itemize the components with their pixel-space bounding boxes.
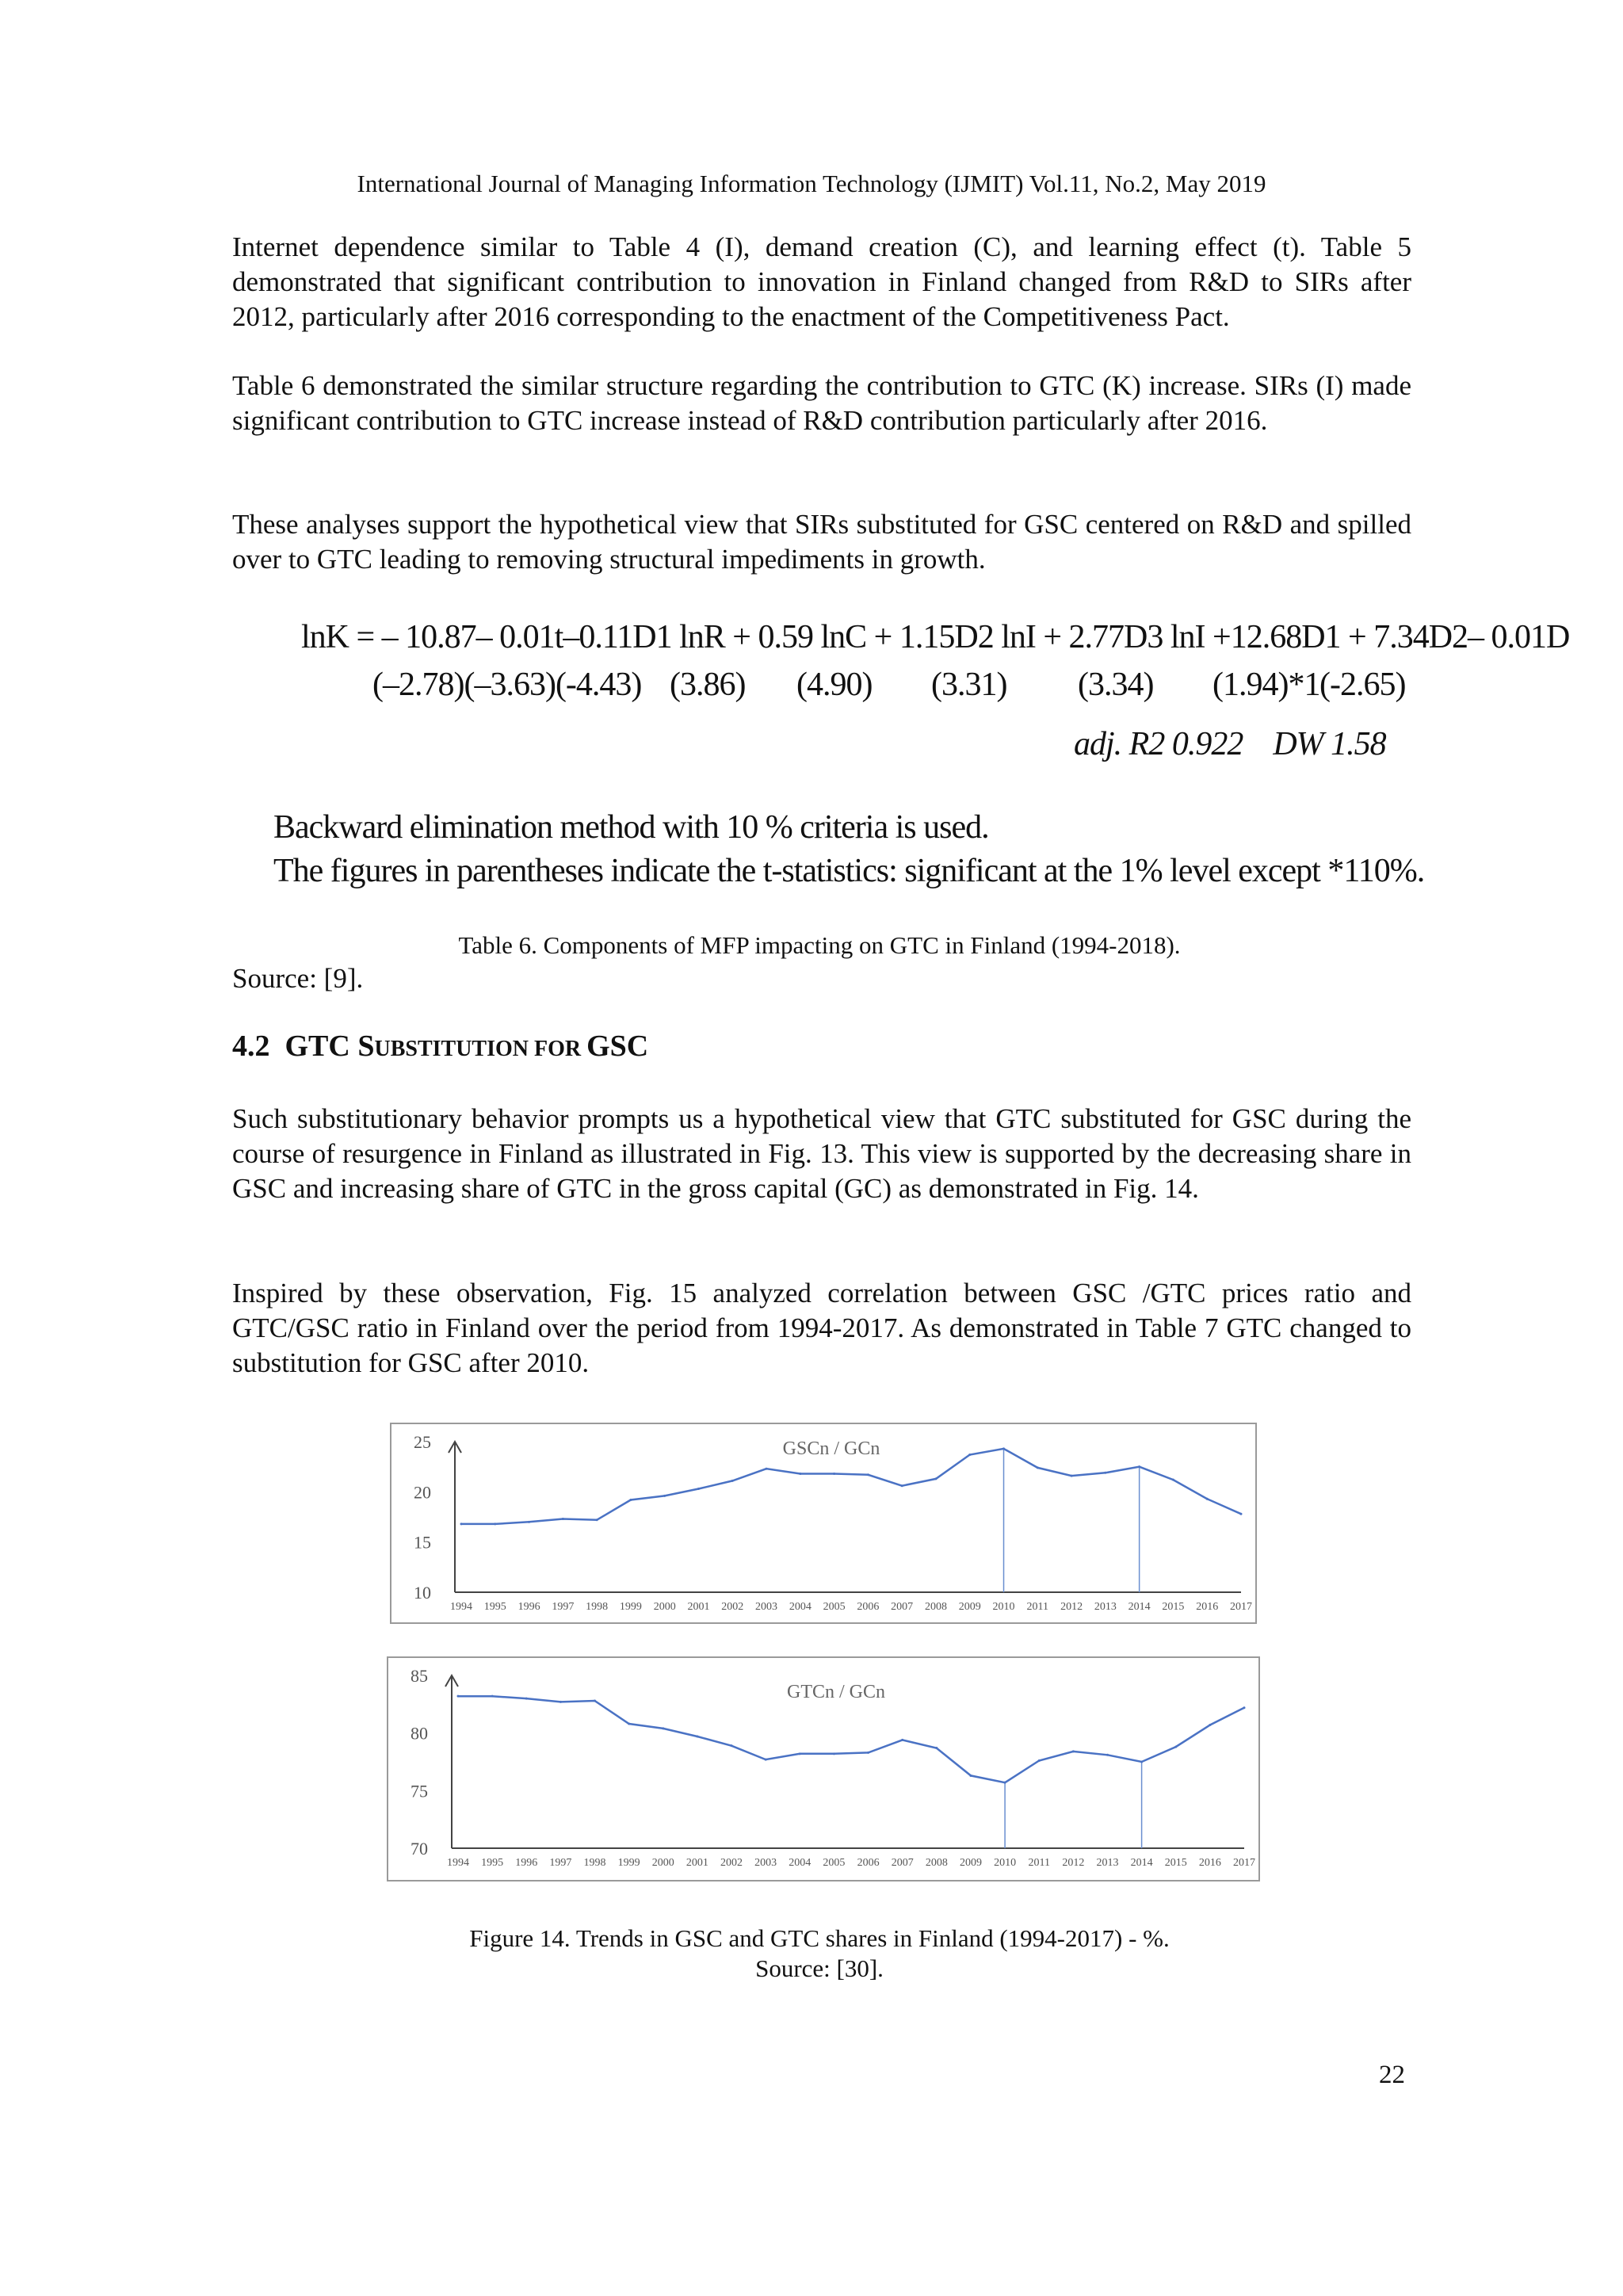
y-tick-label: 80 <box>411 1723 428 1744</box>
data-point <box>525 1698 528 1700</box>
x-tick-label: 2015 <box>1164 1857 1187 1869</box>
paragraph-4: Such substitutionary behavior prompts us a hypothetical view that GTC substituted for GSC during the course of resurgence in Finland as illustrated in Fig. 13. This view is supported by the decreasing share in GSC and increasing share of GTC in the gross capital (GC) as demonstrated in Fig. 14. <box>232 1103 1411 1204</box>
x-tick-label: 2013 <box>1096 1857 1119 1869</box>
x-tick-label: 2004 <box>789 1601 812 1613</box>
data-point <box>934 1477 937 1480</box>
equation-line: lnK = – 10.87– 0.01t–0.11D1 lnR + 0.59 lnC + 1.15D2 lnI + 2.77D3 lnI +12.68D1 + 7.34D2– 0.01D <box>301 619 1570 655</box>
x-tick-label: 2007 <box>891 1857 914 1869</box>
y-tick-label: 10 <box>414 1583 431 1603</box>
data-point <box>559 1701 562 1703</box>
journal-header: International Journal of Managing Information Technology (IJMIT) Vol.11, No.2, May 2019 <box>357 170 1266 197</box>
data-point <box>901 1739 903 1741</box>
data-point <box>494 1522 496 1525</box>
data-point <box>528 1521 530 1523</box>
data-point <box>766 1468 768 1470</box>
data-point <box>1002 1447 1005 1450</box>
section-heading <box>232 1029 648 1064</box>
data-point <box>1037 1466 1039 1469</box>
data-point <box>867 1752 869 1754</box>
x-tick-label: 2009 <box>959 1857 982 1869</box>
x-tick-label: 2011 <box>1028 1857 1050 1869</box>
data-point <box>1206 1498 1209 1500</box>
y-tick-label: 20 <box>414 1482 431 1503</box>
page-number: 22 <box>1379 2061 1405 2089</box>
x-tick-label: 2008 <box>925 1857 948 1869</box>
x-tick-label: 2014 <box>1130 1857 1153 1869</box>
series-line <box>458 1696 1244 1782</box>
x-tick-label: 1995 <box>481 1857 504 1869</box>
table-caption: Table 6. Components of MFP impacting on GTC in Finland (1994-2018). <box>458 931 1181 959</box>
x-tick-label: 2014 <box>1128 1601 1151 1613</box>
t-stat-5: (3.34) <box>1078 667 1154 703</box>
x-tick-label: 2006 <box>857 1857 880 1869</box>
data-point <box>1004 1782 1006 1784</box>
x-tick-label: 2016 <box>1198 1857 1221 1869</box>
data-point <box>596 1519 598 1521</box>
x-tick-label: 2011 <box>1026 1601 1049 1613</box>
model-fit: adj. R2 0.922 DW 1.58 <box>1074 726 1386 762</box>
gtc-share-chart <box>387 1656 1260 1881</box>
t-stat-7: (-2.65) <box>1319 667 1406 703</box>
x-tick-label: 2004 <box>789 1857 812 1869</box>
data-point <box>1138 1465 1140 1468</box>
x-tick-label: 2007 <box>891 1601 914 1613</box>
data-point <box>1174 1746 1177 1748</box>
data-point <box>628 1723 630 1725</box>
x-tick-label: 2005 <box>823 1857 846 1869</box>
x-tick-label: 1997 <box>552 1601 575 1613</box>
data-point <box>663 1495 666 1497</box>
data-point <box>833 1473 835 1475</box>
figure-source: Source: [30]. <box>755 1954 884 1982</box>
x-tick-label: 1997 <box>549 1857 572 1869</box>
data-point <box>1072 1750 1075 1752</box>
data-point <box>731 1744 733 1747</box>
series-line <box>461 1449 1241 1524</box>
data-point <box>491 1695 494 1698</box>
x-tick-label: 2012 <box>1060 1601 1083 1613</box>
t-stat-3: (4.90) <box>796 667 873 703</box>
y-tick-label: 70 <box>411 1839 428 1859</box>
data-point <box>1209 1724 1211 1726</box>
data-point <box>594 1699 596 1702</box>
x-tick-label: 2016 <box>1196 1601 1219 1613</box>
x-tick-label: 1999 <box>619 1601 642 1613</box>
data-point <box>901 1484 903 1487</box>
x-tick-label: 2003 <box>755 1601 778 1613</box>
y-tick-label: 85 <box>411 1666 428 1686</box>
data-point <box>935 1747 938 1749</box>
section-title-part: GSC <box>586 1030 649 1063</box>
y-tick-label: 15 <box>414 1532 431 1553</box>
x-tick-label: 1994 <box>450 1601 472 1613</box>
x-tick-label: 2013 <box>1094 1601 1117 1613</box>
data-point <box>1038 1759 1041 1762</box>
data-point <box>562 1518 564 1520</box>
t-stat-6: (1.94)*1 <box>1212 667 1320 703</box>
section-number: 4.2 <box>232 1030 270 1063</box>
x-tick-label: 2001 <box>685 1857 708 1869</box>
data-point <box>457 1695 460 1698</box>
data-point <box>1071 1475 1073 1477</box>
x-tick-label: 2006 <box>857 1601 880 1613</box>
x-tick-label: 1998 <box>586 1601 609 1613</box>
x-tick-label: 2008 <box>924 1601 947 1613</box>
x-tick-label: 2003 <box>754 1857 777 1869</box>
figure-caption: Figure 14. Trends in GSC and GTC shares in Finland (1994-2017) - %. <box>469 1924 1170 1952</box>
x-tick-label: 2015 <box>1162 1601 1185 1613</box>
x-tick-label: 2009 <box>958 1601 981 1613</box>
paragraph-1: Internet dependence similar to Table 4 (I), demand creation (C), and learning effect (t). Table 5 demonstrated that significant contribution to innovation in Finland changed from R&D to SIRs after 2012, particularly after 2016 corresponding to the enactment of the Competitiveness Pact. <box>232 231 1411 332</box>
data-point <box>1106 1754 1109 1756</box>
x-tick-label: 2017 <box>1233 1857 1255 1869</box>
t-stat-1: (–2.78)(–3.63)(-4.43) <box>372 667 642 703</box>
x-tick-label: 1995 <box>483 1601 506 1613</box>
chart-title: GTCn / GCn <box>786 1682 886 1702</box>
data-point <box>1104 1472 1106 1474</box>
x-tick-label: 2001 <box>687 1601 710 1613</box>
equation-note-1: Backward elimination method with 10 % criteria is used. <box>273 809 989 846</box>
data-point <box>697 1488 700 1490</box>
data-point <box>867 1473 869 1476</box>
data-point <box>1243 1706 1246 1709</box>
data-point <box>696 1736 698 1738</box>
data-point <box>629 1499 632 1501</box>
x-tick-label: 1996 <box>515 1857 538 1869</box>
section-title-part: UBSTITUTION FOR <box>374 1037 587 1061</box>
x-tick-label: 1999 <box>617 1857 640 1869</box>
paragraph-2: Table 6 demonstrated the similar structure regarding the contribution to GTC (K) increase. SIRs (I) made significant contribution to GTC increase instead of R&D contribution particularly after 2016. <box>232 370 1411 436</box>
equation-note-2: The figures in parentheses indicate the t-statistics: significant at the 1% level except *110%. <box>273 853 1425 889</box>
data-point <box>969 1775 972 1777</box>
x-tick-label: 2010 <box>992 1601 1015 1613</box>
x-tick-label: 2000 <box>651 1857 674 1869</box>
paragraph-3: These analyses support the hypothetical view that SIRs substituted for GSC centered on R&D and spilled over to GTC leading to removing structural impediments in growth. <box>232 509 1411 575</box>
data-point <box>799 1752 801 1755</box>
data-point <box>731 1480 734 1482</box>
x-tick-label: 2010 <box>994 1857 1017 1869</box>
t-stat-2: (3.86) <box>670 667 746 703</box>
gtc-share-plot <box>388 1658 1258 1880</box>
data-point <box>799 1473 801 1475</box>
gsc-share-chart <box>390 1423 1257 1624</box>
x-tick-label: 2002 <box>721 1601 744 1613</box>
x-tick-label: 2000 <box>653 1601 676 1613</box>
table-source: Source: [9]. <box>232 963 364 994</box>
data-point <box>662 1727 664 1729</box>
data-point <box>765 1759 767 1761</box>
data-point <box>460 1522 463 1525</box>
x-tick-label: 2017 <box>1230 1601 1252 1613</box>
x-tick-label: 1998 <box>583 1857 606 1869</box>
data-point <box>833 1752 835 1755</box>
data-point <box>968 1454 971 1456</box>
paragraph-5: Inspired by these observation, Fig. 15 analyzed correlation between GSC /GTC prices ratio and GTC/GSC ratio in Finland over the period from 1994-2017. As demonstrated in Table 7 GTC changed to substitution for GSC after 2010. <box>232 1278 1411 1378</box>
x-tick-label: 2002 <box>720 1857 743 1869</box>
x-tick-label: 1994 <box>447 1857 469 1869</box>
data-point <box>1240 1513 1243 1515</box>
data-point <box>1140 1761 1143 1763</box>
chart-title: GSCn / GCn <box>782 1438 880 1459</box>
gsc-share-plot <box>391 1424 1255 1622</box>
x-tick-label: 2012 <box>1062 1857 1085 1869</box>
y-tick-label: 75 <box>411 1781 428 1801</box>
data-point <box>1172 1479 1174 1481</box>
section-title-part: GTC S <box>285 1030 375 1063</box>
y-tick-label: 25 <box>414 1432 431 1452</box>
x-tick-label: 2005 <box>823 1601 846 1613</box>
x-tick-label: 1996 <box>517 1601 540 1613</box>
t-stat-4: (3.31) <box>931 667 1007 703</box>
